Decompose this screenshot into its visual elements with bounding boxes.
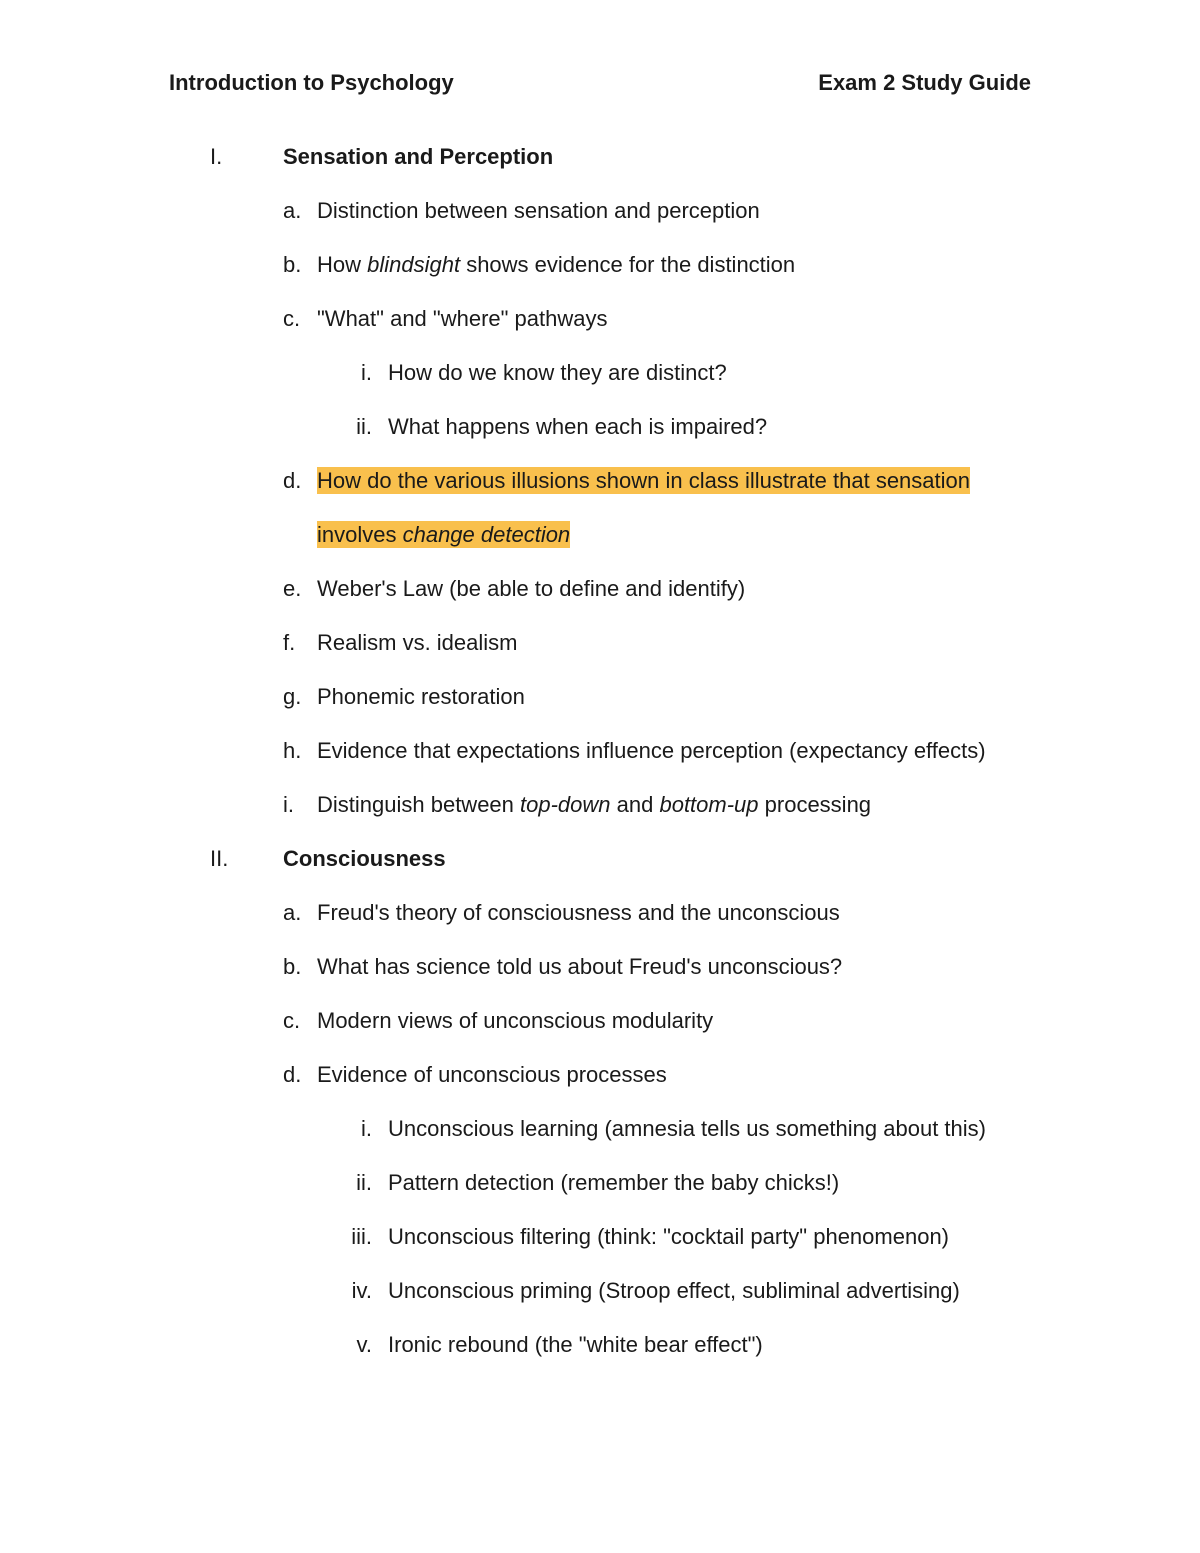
item-text-part: shows evidence for the distinction	[460, 252, 796, 277]
list-item	[0, 616, 1200, 670]
item-marker: f.	[283, 630, 296, 655]
item-text-part: How	[317, 252, 368, 277]
item-text: "What" and "where" pathways	[317, 306, 608, 331]
sub-list-item	[0, 346, 1200, 400]
item-text	[317, 778, 871, 832]
section-title: Consciousness	[283, 846, 446, 871]
list-item	[0, 670, 1200, 724]
item-text: Modern views of unconscious modularity	[317, 1008, 714, 1033]
list-item	[0, 994, 1200, 1048]
sub-list-item	[0, 1102, 1200, 1156]
list-item	[0, 1048, 1200, 1102]
item-marker: c.	[283, 1008, 301, 1033]
item-marker: d.	[283, 468, 302, 493]
item-text: Evidence that expectations influence perception (expectancy effects)	[317, 738, 986, 763]
subitem-text: Unconscious filtering (think: "cocktail party" phenomenon)	[388, 1224, 949, 1249]
item-text: Weber's Law (be able to define and identify)	[317, 576, 746, 601]
item-text: Freud's theory of consciousness and the unconscious	[317, 900, 840, 925]
subitem-text: Unconscious learning (amnesia tells us something about this)	[388, 1116, 986, 1141]
list-item	[0, 184, 1200, 238]
item-text-part: processing	[758, 792, 872, 817]
item-text	[317, 238, 795, 292]
subitem-marker: iii.	[351, 1224, 372, 1249]
highlighted-text: How do the various illusions shown in class illustrate that sensation	[317, 468, 970, 493]
item-text	[317, 508, 570, 562]
item-text: Distinction between sensation and perception	[317, 198, 760, 223]
item-text: Evidence of unconscious processes	[317, 1062, 667, 1087]
subitem-marker: iv.	[351, 1278, 372, 1303]
highlighted-text	[317, 521, 570, 548]
list-item	[0, 886, 1200, 940]
item-marker: i.	[283, 792, 294, 817]
sub-list-item	[0, 1156, 1200, 1210]
item-marker: b.	[283, 252, 302, 277]
item-text-part: involves	[317, 522, 403, 547]
section-heading	[0, 130, 1200, 184]
item-marker: e.	[283, 576, 302, 601]
item-emphasis: top-down	[520, 792, 611, 817]
subitem-marker: ii.	[356, 1170, 372, 1195]
subitem-text: Pattern detection (remember the baby chicks!)	[388, 1170, 840, 1195]
subitem-marker: v.	[356, 1332, 372, 1357]
section-numeral: II.	[210, 846, 229, 871]
subitem-text: What happens when each is impaired?	[388, 414, 768, 439]
sub-list-item	[0, 1264, 1200, 1318]
list-item	[0, 724, 1200, 778]
subitem-marker: i.	[361, 1116, 372, 1141]
item-text-part: and	[610, 792, 660, 817]
list-item	[0, 778, 1200, 832]
list-item-continuation	[0, 508, 1200, 562]
subitem-text: Ironic rebound (the "white bear effect")	[388, 1332, 763, 1357]
sub-list-item	[0, 1210, 1200, 1264]
item-text	[317, 454, 970, 508]
section-heading	[0, 832, 1200, 886]
item-emphasis: bottom-up	[659, 792, 759, 817]
item-marker: a.	[283, 198, 302, 223]
list-item	[0, 562, 1200, 616]
sub-list-item	[0, 1318, 1200, 1372]
item-marker: c.	[283, 306, 301, 331]
item-text: Realism vs. idealism	[317, 630, 518, 655]
page-header	[169, 70, 1031, 102]
item-marker: a.	[283, 900, 302, 925]
item-emphasis: blindsight	[367, 252, 461, 277]
subitem-text: Unconscious priming (Stroop effect, subliminal advertising)	[388, 1278, 960, 1303]
list-item	[0, 238, 1200, 292]
subitem-marker: ii.	[356, 414, 372, 439]
item-text: What has science told us about Freud's unconscious?	[317, 954, 843, 979]
subitem-text: How do we know they are distinct?	[388, 360, 727, 385]
item-emphasis: change detection	[402, 522, 571, 547]
item-marker: g.	[283, 684, 302, 709]
list-item	[0, 292, 1200, 346]
study-guide-outline	[0, 130, 1200, 1372]
sub-list-item	[0, 400, 1200, 454]
list-item	[0, 940, 1200, 994]
item-text: Phonemic restoration	[317, 684, 525, 709]
subitem-marker: i.	[361, 360, 372, 385]
item-marker: b.	[283, 954, 302, 979]
document-title: Exam 2 Study Guide	[818, 70, 1031, 95]
course-title: Introduction to Psychology	[169, 70, 454, 95]
item-marker: h.	[283, 738, 302, 763]
section-title: Sensation and Perception	[283, 144, 554, 169]
item-text-part: Distinguish between	[317, 792, 521, 817]
section-numeral: I.	[210, 144, 223, 169]
item-marker: d.	[283, 1062, 302, 1087]
list-item-highlighted	[0, 454, 1200, 508]
